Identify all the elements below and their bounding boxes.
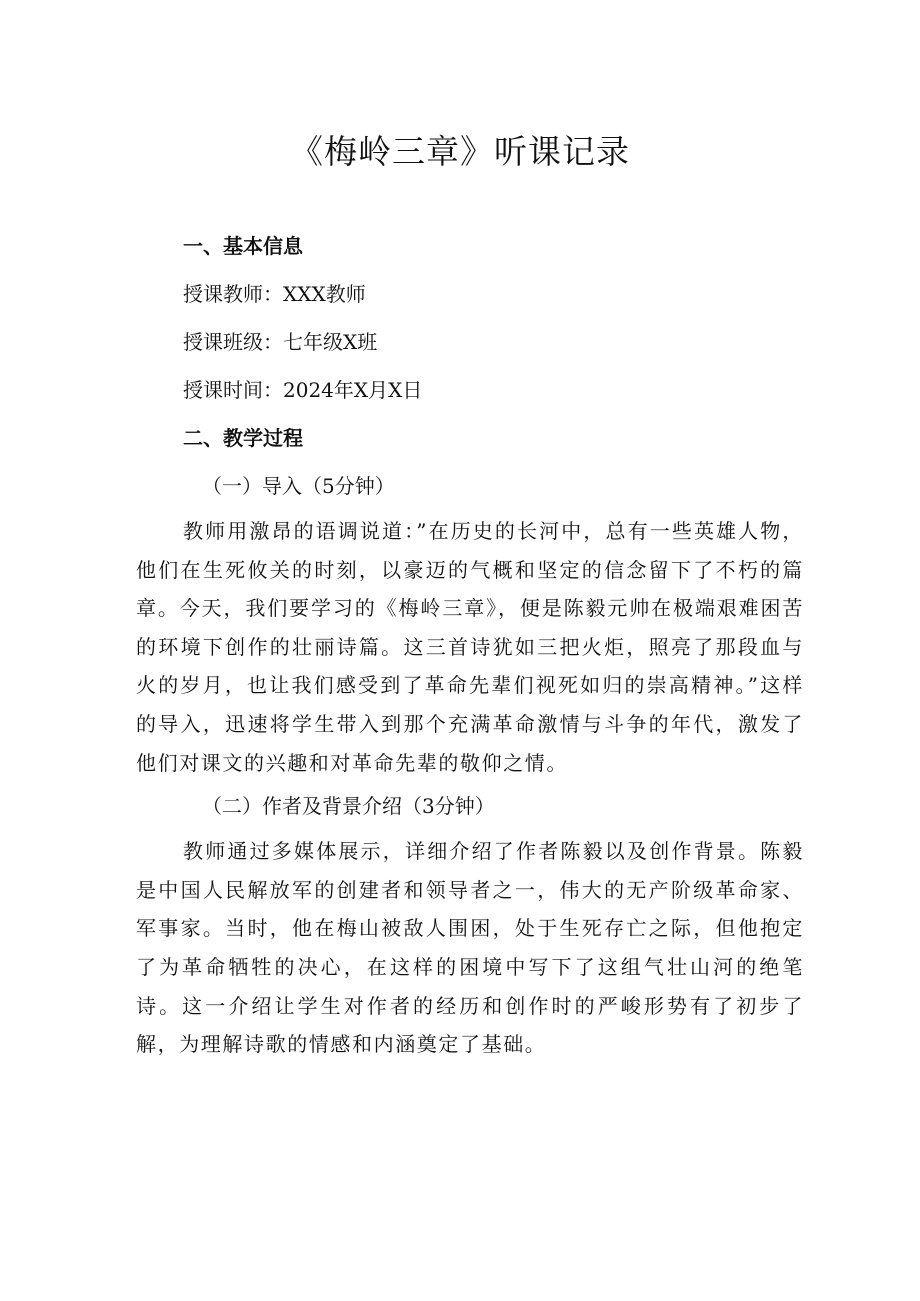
intro-paragraph: 教师用激昂的语调说道：”在历史的长河中，总有一些英雄人物，他们在生死攸关的时刻，以豪迈的气概和坚定的信念留下了不朽的篇章。今天，我们要学习的《梅岭三章》，便是陈毅元帅在极端艰难困苦的环境下创作的壮丽诗篇。这三首诗犹如三把火炬，照亮了那段血与火的岁月，也让我们感受到了革命先辈们视死如归的崇高精神。”这样的导入，迅速将学生带入到那个充满革命激情与斗争的年代，激发了他们对课文的兴趣和对革命先辈的敬仰之情。 bbox=[136, 519, 804, 775]
section-heading-teaching-process: 二、教学过程 bbox=[183, 426, 303, 450]
document-title: 《梅岭三章》听课记录 bbox=[290, 132, 630, 171]
time-info: 授课时间：2024年X月X日 bbox=[183, 378, 423, 402]
subsection-heading-intro: （一）导入（5分钟） bbox=[202, 474, 395, 498]
document-body bbox=[136, 222, 804, 1064]
subsection-heading-background: （二）作者及背景介绍（3分钟） bbox=[202, 794, 495, 819]
teacher-info: 授课教师：XXX教师 bbox=[183, 282, 366, 306]
section-teaching-process bbox=[136, 414, 804, 1064]
subsection-background bbox=[136, 782, 804, 1064]
section-basic-info bbox=[136, 222, 804, 414]
subsection-intro bbox=[136, 462, 804, 782]
class-info: 授课班级：七年级X班 bbox=[183, 330, 378, 354]
background-paragraph: 教师通过多媒体展示，详细介绍了作者陈毅以及创作背景。陈毅是中国人民解放军的创建者和领导者之一，伟大的无产阶级革命家、军事家。当时，他在梅山被敌人围困，处于生死存亡之际，但他抱定了为革命牺牲的决心，在这样的困境中写下了这组气壮山河的绝笔诗。这一介绍让学生对作者的经历和创作时的严峻形势有了初步了解，为理解诗歌的情感和内涵奠定了基础。 bbox=[136, 839, 804, 1057]
section-heading-basic-info: 一、基本信息 bbox=[183, 234, 303, 258]
